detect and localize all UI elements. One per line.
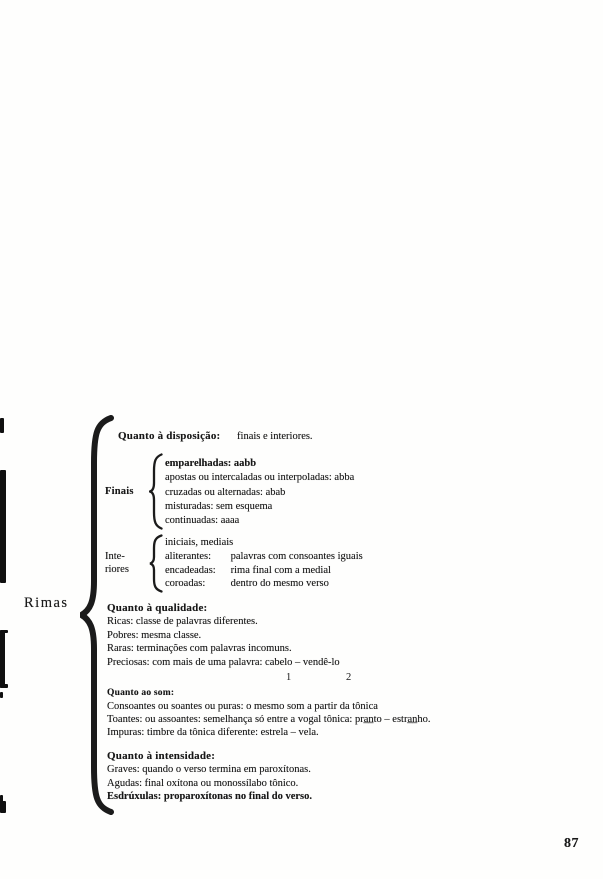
term: aliterantes: [165, 550, 212, 562]
term: encadeadas: [165, 564, 216, 576]
text-line: continuadas: aaaa [165, 515, 240, 527]
interiores-label [105, 550, 129, 576]
som-header: Quanto ao som: [107, 688, 175, 698]
term: coroadas: [165, 578, 206, 590]
disposicao-line [118, 430, 313, 443]
text-line: misturadas: sem esquema [165, 500, 273, 512]
mark-1: 1 [286, 672, 292, 683]
text-line: Ricas: classe de palavras diferentes. [107, 616, 258, 628]
scan-artifact [0, 801, 6, 813]
finais-brace-icon [149, 453, 163, 530]
disposicao-value: finais e interiores. [237, 431, 313, 442]
description: rima final com a medial [230, 564, 331, 576]
description: palavras com consoantes iguais [230, 550, 363, 562]
scan-artifact [0, 470, 6, 583]
scan-artifact [0, 630, 5, 688]
interiores-items [165, 536, 363, 591]
qualidade-section [107, 602, 340, 669]
finais-items [165, 457, 354, 528]
description: dentro do mesmo verso [230, 578, 329, 590]
text-line: Impuras: timbre da tônica diferente: estrela – vela. [107, 727, 319, 738]
text-line: riores [105, 564, 129, 575]
text-line: apostas ou intercaladas ou interpoladas: abba [165, 472, 355, 484]
finais-label: Finais [105, 486, 134, 497]
text-line: Consoantes ou soantes ou puras: o mesmo som a partir da tônica [107, 701, 378, 712]
text-line: Toantes: ou assoantes: semelhança só entre a vogal tônica: pra̲n̲to – estra̲n̲ho. [107, 714, 431, 725]
table-row [165, 577, 363, 591]
text-line: emparelhadas: aabb [165, 458, 257, 469]
text-line: Preciosas: com mais de uma palavra: cabelo – vendê-lo [107, 656, 340, 668]
som-section [107, 687, 431, 739]
text-line: Agudas: final oxítona ou monossílabo tônico. [107, 777, 299, 789]
mark-2: 2 [346, 672, 352, 683]
table-row [165, 550, 363, 564]
scan-artifact [0, 418, 4, 433]
scan-artifact [0, 692, 3, 698]
disposicao-header: Quanto à disposição: [118, 430, 221, 442]
text-line: Pobres: mesma classe. [107, 629, 202, 641]
rimas-root-label: Rimas [24, 595, 69, 611]
intensidade-section [107, 750, 312, 804]
text-line: iniciais, mediais [165, 537, 234, 548]
page-number: 87 [564, 836, 579, 851]
text-line: cruzadas ou alternadas: abab [165, 486, 286, 498]
text-line: Esdrúxulas: proparoxítonas no final do verso. [107, 791, 312, 803]
scan-artifact [0, 684, 8, 688]
text-line: Inte- [105, 551, 125, 562]
text-line: Graves: quando o verso termina em paroxítonas. [107, 764, 311, 776]
interiores-brace-icon [149, 534, 163, 593]
qualidade-header: Quanto à qualidade: [107, 602, 208, 614]
table-row [165, 564, 363, 578]
text-line: Raras: terminações com palavras incomuns. [107, 643, 292, 655]
intensidade-header: Quanto à intensidade: [107, 750, 216, 762]
